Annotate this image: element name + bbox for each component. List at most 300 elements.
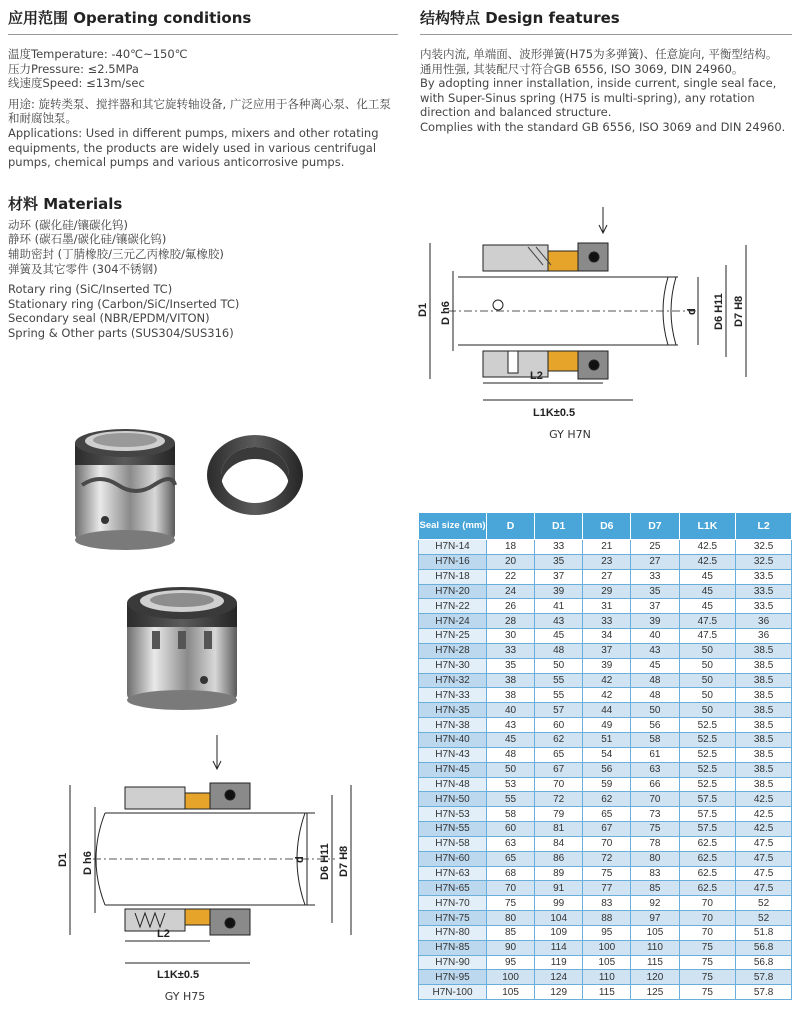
table-cell: 47.5 bbox=[679, 629, 736, 644]
table-cell: 33.5 bbox=[736, 569, 792, 584]
table-cell: 33.5 bbox=[736, 599, 792, 614]
table-cell: 110 bbox=[631, 940, 679, 955]
drawing-h75 bbox=[45, 735, 365, 980]
table-cell: 36 bbox=[736, 629, 792, 644]
table-row bbox=[419, 673, 792, 688]
table-cell: 63 bbox=[487, 836, 535, 851]
table-cell: 52.5 bbox=[679, 762, 736, 777]
speed-line: 线速度Speed: ≤13m/sec bbox=[8, 76, 145, 91]
dim-d1: D1 bbox=[417, 302, 429, 317]
table-cell: 38.5 bbox=[736, 718, 792, 733]
table-cell: 52 bbox=[736, 896, 792, 911]
table-cell: 59 bbox=[583, 777, 631, 792]
table-cell: 110 bbox=[583, 970, 631, 985]
table-cell: 35 bbox=[535, 554, 583, 569]
table-cell: 38.5 bbox=[736, 673, 792, 688]
table-cell: 37 bbox=[583, 643, 631, 658]
table-cell: 91 bbox=[535, 881, 583, 896]
dim-d7: D7 H8 bbox=[733, 295, 745, 327]
table-cell: 55 bbox=[487, 792, 535, 807]
table-cell: 104 bbox=[535, 911, 583, 926]
table-cell: 27 bbox=[583, 569, 631, 584]
cell-seal-size: H7N-20 bbox=[419, 584, 487, 599]
table-cell: 48 bbox=[487, 747, 535, 762]
cell-seal-size: H7N-50 bbox=[419, 792, 487, 807]
table-cell: 65 bbox=[583, 807, 631, 822]
material-en-4: Spring & Other parts (SUS304/SUS316) bbox=[8, 325, 234, 340]
table-cell: 25 bbox=[631, 540, 679, 555]
table-row bbox=[419, 851, 792, 866]
table-row bbox=[419, 629, 792, 644]
table-cell: 80 bbox=[631, 851, 679, 866]
table-cell: 39 bbox=[631, 614, 679, 629]
table-cell: 97 bbox=[631, 911, 679, 926]
table-cell: 73 bbox=[631, 807, 679, 822]
cell-seal-size: H7N-48 bbox=[419, 777, 487, 792]
table-cell: 109 bbox=[535, 925, 583, 940]
table-row bbox=[419, 911, 792, 926]
table-cell: 20 bbox=[487, 554, 535, 569]
table-row bbox=[419, 866, 792, 881]
cell-seal-size: H7N-14 bbox=[419, 540, 487, 555]
table-cell: 57.8 bbox=[736, 985, 792, 1000]
table-cell: 124 bbox=[535, 970, 583, 985]
table-cell: 63 bbox=[631, 762, 679, 777]
table-cell: 47.5 bbox=[736, 881, 792, 896]
table-cell: 56.8 bbox=[736, 940, 792, 955]
table-cell: 75 bbox=[631, 822, 679, 837]
table-cell: 42.5 bbox=[736, 792, 792, 807]
table-cell: 47.5 bbox=[736, 866, 792, 881]
spec-table bbox=[418, 512, 792, 1000]
table-cell: 62.5 bbox=[679, 866, 736, 881]
table-cell: 48 bbox=[631, 673, 679, 688]
table-row bbox=[419, 822, 792, 837]
table-cell: 114 bbox=[535, 940, 583, 955]
cell-seal-size: H7N-65 bbox=[419, 881, 487, 896]
table-cell: 28 bbox=[487, 614, 535, 629]
dim-d6: D6 H11 bbox=[319, 843, 331, 880]
table-cell: 115 bbox=[583, 985, 631, 1000]
temperature-line: 温度Temperature: -40℃~150℃ bbox=[8, 47, 188, 61]
cell-seal-size: H7N-45 bbox=[419, 762, 487, 777]
design-text bbox=[420, 47, 792, 135]
table-cell: 38.5 bbox=[736, 688, 792, 703]
table-cell: 57.5 bbox=[679, 792, 736, 807]
table-cell: 105 bbox=[487, 985, 535, 1000]
table-cell: 34 bbox=[583, 629, 631, 644]
table-cell: 83 bbox=[631, 866, 679, 881]
table-cell: 50 bbox=[631, 703, 679, 718]
table-cell: 85 bbox=[487, 925, 535, 940]
material-cn-3: 辅助密封 (丁腈橡胶/三元乙丙橡胶/氟橡胶) bbox=[8, 246, 224, 261]
materials-title: 材料 Materials bbox=[8, 194, 123, 213]
table-cell: 58 bbox=[487, 807, 535, 822]
table-cell: 33 bbox=[535, 540, 583, 555]
dim-d6: D6 H11 bbox=[713, 293, 725, 330]
table-cell: 50 bbox=[535, 658, 583, 673]
applications-en: Applications: Used in different pumps, mixers and other rotating equipments, the products are widely used in various centrifugal pumps, chemical pumps and various anticorrosive pumps. bbox=[8, 125, 379, 170]
table-row bbox=[419, 940, 792, 955]
table-cell: 78 bbox=[631, 836, 679, 851]
table-cell: 33 bbox=[583, 614, 631, 629]
table-cell: 40 bbox=[487, 703, 535, 718]
dim-dh6: D h6 bbox=[440, 301, 452, 325]
table-row bbox=[419, 881, 792, 896]
table-cell: 52.5 bbox=[679, 777, 736, 792]
col-d: D bbox=[487, 513, 535, 540]
table-cell: 70 bbox=[487, 881, 535, 896]
table-cell: 39 bbox=[535, 584, 583, 599]
table-cell: 60 bbox=[487, 822, 535, 837]
cell-seal-size: H7N-22 bbox=[419, 599, 487, 614]
table-cell: 119 bbox=[535, 955, 583, 970]
material-en-2: Stationary ring (Carbon/SiC/Inserted TC) bbox=[8, 296, 240, 311]
drawing-h7n bbox=[408, 205, 758, 425]
col-d1: D1 bbox=[535, 513, 583, 540]
cell-seal-size: H7N-100 bbox=[419, 985, 487, 1000]
dim-d7: D7 H8 bbox=[338, 845, 350, 877]
table-row bbox=[419, 614, 792, 629]
table-cell: 80 bbox=[487, 911, 535, 926]
cell-seal-size: H7N-28 bbox=[419, 643, 487, 658]
table-cell: 45 bbox=[679, 584, 736, 599]
dim-l2: L2 bbox=[157, 928, 170, 940]
table-cell: 83 bbox=[583, 896, 631, 911]
table-cell: 51 bbox=[583, 732, 631, 747]
dim-d: d bbox=[686, 308, 698, 315]
table-row bbox=[419, 792, 792, 807]
table-cell: 38.5 bbox=[736, 658, 792, 673]
table-cell: 75 bbox=[583, 866, 631, 881]
table-cell: 67 bbox=[583, 822, 631, 837]
cell-seal-size: H7N-85 bbox=[419, 940, 487, 955]
table-row bbox=[419, 985, 792, 1000]
dim-l1k: L1K±0.5 bbox=[533, 407, 576, 419]
table-row bbox=[419, 896, 792, 911]
table-cell: 62 bbox=[583, 792, 631, 807]
col-l2: L2 bbox=[736, 513, 792, 540]
table-cell: 57.8 bbox=[736, 970, 792, 985]
pressure-line: 压力Pressure: ≤2.5MPa bbox=[8, 61, 139, 76]
table-cell: 50 bbox=[679, 643, 736, 658]
cell-seal-size: H7N-24 bbox=[419, 614, 487, 629]
table-cell: 49 bbox=[583, 718, 631, 733]
table-cell: 24 bbox=[487, 584, 535, 599]
material-en-1: Rotary ring (SiC/Inserted TC) bbox=[8, 282, 173, 297]
table-cell: 99 bbox=[535, 896, 583, 911]
table-cell: 22 bbox=[487, 569, 535, 584]
table-cell: 68 bbox=[487, 866, 535, 881]
table-cell: 45 bbox=[535, 629, 583, 644]
table-cell: 56 bbox=[583, 762, 631, 777]
table-cell: 27 bbox=[631, 554, 679, 569]
table-row bbox=[419, 747, 792, 762]
cell-seal-size: H7N-25 bbox=[419, 629, 487, 644]
seal-photo-h75 bbox=[112, 575, 252, 715]
cell-seal-size: H7N-38 bbox=[419, 718, 487, 733]
table-cell: 55 bbox=[535, 688, 583, 703]
table-cell: 70 bbox=[631, 792, 679, 807]
table-cell: 52.5 bbox=[679, 732, 736, 747]
table-cell: 30 bbox=[487, 629, 535, 644]
cell-seal-size: H7N-55 bbox=[419, 822, 487, 837]
table-cell: 86 bbox=[535, 851, 583, 866]
table-cell: 45 bbox=[487, 732, 535, 747]
table-cell: 75 bbox=[679, 955, 736, 970]
table-cell: 26 bbox=[487, 599, 535, 614]
operating-text bbox=[8, 47, 398, 170]
table-row bbox=[419, 584, 792, 599]
table-row bbox=[419, 688, 792, 703]
table-cell: 57.5 bbox=[679, 807, 736, 822]
table-cell: 32.5 bbox=[736, 540, 792, 555]
table-row bbox=[419, 732, 792, 747]
table-cell: 85 bbox=[631, 881, 679, 896]
design-en-1: By adopting inner installation, inside current, single seal face, with Super-Sinus spring (H75 is multi-spring), any rotation direction and balanced structure. bbox=[420, 76, 777, 120]
table-cell: 21 bbox=[583, 540, 631, 555]
table-body bbox=[419, 540, 792, 1000]
table-cell: 75 bbox=[679, 985, 736, 1000]
table-cell: 129 bbox=[535, 985, 583, 1000]
table-cell: 42 bbox=[583, 688, 631, 703]
cell-seal-size: H7N-18 bbox=[419, 569, 487, 584]
operating-title: 应用范围 Operating conditions bbox=[8, 9, 252, 27]
table-cell: 58 bbox=[631, 732, 679, 747]
table-row bbox=[419, 658, 792, 673]
table-cell: 35 bbox=[487, 658, 535, 673]
table-row bbox=[419, 970, 792, 985]
table-cell: 38.5 bbox=[736, 762, 792, 777]
cell-seal-size: H7N-80 bbox=[419, 925, 487, 940]
table-cell: 62.5 bbox=[679, 881, 736, 896]
table-row bbox=[419, 777, 792, 792]
table-cell: 62.5 bbox=[679, 836, 736, 851]
table-cell: 62 bbox=[535, 732, 583, 747]
table-cell: 61 bbox=[631, 747, 679, 762]
table-cell: 95 bbox=[583, 925, 631, 940]
table-row bbox=[419, 554, 792, 569]
table-cell: 105 bbox=[631, 925, 679, 940]
table-cell: 125 bbox=[631, 985, 679, 1000]
col-d7: D7 bbox=[631, 513, 679, 540]
col-seal-size: Seal size (mm) bbox=[419, 513, 487, 540]
cell-seal-size: H7N-16 bbox=[419, 554, 487, 569]
table-cell: 66 bbox=[631, 777, 679, 792]
table-cell: 36 bbox=[736, 614, 792, 629]
caption-h7n: GY H7N bbox=[549, 428, 591, 441]
cell-seal-size: H7N-35 bbox=[419, 703, 487, 718]
table-header-row bbox=[419, 513, 792, 540]
table-cell: 35 bbox=[631, 584, 679, 599]
table-cell: 56 bbox=[631, 718, 679, 733]
material-en-3: Secondary seal (NBR/EPDM/VITON) bbox=[8, 311, 210, 326]
table-cell: 52 bbox=[736, 911, 792, 926]
table-cell: 42.5 bbox=[736, 807, 792, 822]
table-cell: 32.5 bbox=[736, 554, 792, 569]
table-cell: 33 bbox=[487, 643, 535, 658]
table-cell: 44 bbox=[583, 703, 631, 718]
materials-text bbox=[8, 218, 398, 341]
cell-seal-size: H7N-63 bbox=[419, 866, 487, 881]
applications-cn: 用途: 旋转类泵、搅拌器和其它旋转轴设备, 广泛应用于各种离心泵、化工泵和耐腐蚀泵。 bbox=[8, 96, 391, 126]
design-cn-2: 通用性强, 其装配尺寸符合GB 6556, ISO 3069, DIN 24960。 bbox=[420, 61, 744, 76]
divider bbox=[420, 34, 792, 35]
table-cell: 39 bbox=[583, 658, 631, 673]
table-cell: 38.5 bbox=[736, 643, 792, 658]
table-cell: 60 bbox=[535, 718, 583, 733]
table-cell: 50 bbox=[679, 703, 736, 718]
cell-seal-size: H7N-60 bbox=[419, 851, 487, 866]
table-cell: 70 bbox=[679, 911, 736, 926]
divider bbox=[8, 34, 398, 35]
table-cell: 56.8 bbox=[736, 955, 792, 970]
dim-l1k: L1K±0.5 bbox=[157, 969, 200, 980]
table-row bbox=[419, 836, 792, 851]
table-cell: 67 bbox=[535, 762, 583, 777]
table-cell: 47.5 bbox=[736, 836, 792, 851]
table-cell: 37 bbox=[631, 599, 679, 614]
cell-seal-size: H7N-40 bbox=[419, 732, 487, 747]
table-cell: 100 bbox=[487, 970, 535, 985]
table-cell: 81 bbox=[535, 822, 583, 837]
table-cell: 65 bbox=[535, 747, 583, 762]
cell-seal-size: H7N-30 bbox=[419, 658, 487, 673]
right-column bbox=[420, 0, 792, 135]
table-cell: 42.5 bbox=[679, 554, 736, 569]
table-cell: 42.5 bbox=[736, 822, 792, 837]
table-cell: 53 bbox=[487, 777, 535, 792]
table-cell: 38.5 bbox=[736, 732, 792, 747]
table-cell: 38.5 bbox=[736, 777, 792, 792]
cell-seal-size: H7N-75 bbox=[419, 911, 487, 926]
table-cell: 70 bbox=[583, 836, 631, 851]
table-cell: 70 bbox=[535, 777, 583, 792]
cell-seal-size: H7N-53 bbox=[419, 807, 487, 822]
table-cell: 92 bbox=[631, 896, 679, 911]
table-row bbox=[419, 540, 792, 555]
table-cell: 45 bbox=[679, 569, 736, 584]
table-cell: 75 bbox=[487, 896, 535, 911]
table-cell: 54 bbox=[583, 747, 631, 762]
table-cell: 105 bbox=[583, 955, 631, 970]
table-cell: 41 bbox=[535, 599, 583, 614]
col-l1k: L1K bbox=[679, 513, 736, 540]
table-cell: 50 bbox=[679, 673, 736, 688]
left-column bbox=[8, 0, 398, 341]
table-cell: 37 bbox=[535, 569, 583, 584]
table-cell: 38.5 bbox=[736, 747, 792, 762]
material-cn-4: 弹簧及其它零件 (304不锈钢) bbox=[8, 261, 158, 276]
table-cell: 79 bbox=[535, 807, 583, 822]
table-row bbox=[419, 807, 792, 822]
table-cell: 23 bbox=[583, 554, 631, 569]
table-cell: 95 bbox=[487, 955, 535, 970]
table-cell: 47.5 bbox=[679, 614, 736, 629]
caption-h75: GY H75 bbox=[164, 990, 206, 1003]
table-cell: 42 bbox=[583, 673, 631, 688]
cell-seal-size: H7N-90 bbox=[419, 955, 487, 970]
table-row bbox=[419, 718, 792, 733]
table-row bbox=[419, 703, 792, 718]
table-cell: 72 bbox=[535, 792, 583, 807]
table-row bbox=[419, 925, 792, 940]
table-cell: 120 bbox=[631, 970, 679, 985]
design-cn-1: 内装内流, 单端面、波形弹簧(H75为多弹簧)、任意旋向, 平衡型结构。 bbox=[420, 47, 778, 61]
table-row bbox=[419, 643, 792, 658]
dim-dh6: D h6 bbox=[82, 851, 94, 875]
table-cell: 57 bbox=[535, 703, 583, 718]
table-cell: 88 bbox=[583, 911, 631, 926]
table-cell: 62.5 bbox=[679, 851, 736, 866]
table-cell: 38.5 bbox=[736, 703, 792, 718]
table-cell: 43 bbox=[487, 718, 535, 733]
table-row bbox=[419, 569, 792, 584]
table-cell: 31 bbox=[583, 599, 631, 614]
dim-l2: L2 bbox=[530, 370, 543, 382]
table-cell: 33 bbox=[631, 569, 679, 584]
table-cell: 57.5 bbox=[679, 822, 736, 837]
table-cell: 42.5 bbox=[679, 540, 736, 555]
table-cell: 70 bbox=[679, 896, 736, 911]
design-title: 结构特点 Design features bbox=[420, 9, 620, 27]
cell-seal-size: H7N-33 bbox=[419, 688, 487, 703]
cell-seal-size: H7N-32 bbox=[419, 673, 487, 688]
table-cell: 38 bbox=[487, 673, 535, 688]
table-cell: 55 bbox=[535, 673, 583, 688]
table-cell: 43 bbox=[535, 614, 583, 629]
material-cn-1: 动环 (碳化硅/镶碳化钨) bbox=[8, 217, 129, 232]
table-cell: 45 bbox=[679, 599, 736, 614]
table-cell: 48 bbox=[631, 688, 679, 703]
table-cell: 38 bbox=[487, 688, 535, 703]
table-cell: 75 bbox=[679, 940, 736, 955]
table-cell: 18 bbox=[487, 540, 535, 555]
cell-seal-size: H7N-43 bbox=[419, 747, 487, 762]
dim-d: d bbox=[294, 856, 306, 863]
table-cell: 89 bbox=[535, 866, 583, 881]
table-cell: 47.5 bbox=[736, 851, 792, 866]
table-cell: 50 bbox=[679, 658, 736, 673]
table-cell: 45 bbox=[631, 658, 679, 673]
table-cell: 52.5 bbox=[679, 747, 736, 762]
table-cell: 52.5 bbox=[679, 718, 736, 733]
table-row bbox=[419, 762, 792, 777]
table-cell: 43 bbox=[631, 643, 679, 658]
table-cell: 72 bbox=[583, 851, 631, 866]
col-d6: D6 bbox=[583, 513, 631, 540]
cell-seal-size: H7N-70 bbox=[419, 896, 487, 911]
table-cell: 50 bbox=[487, 762, 535, 777]
table-cell: 40 bbox=[631, 629, 679, 644]
dim-d1: D1 bbox=[57, 852, 69, 867]
table-cell: 50 bbox=[679, 688, 736, 703]
seal-photo-h7n bbox=[60, 405, 310, 555]
table-cell: 29 bbox=[583, 584, 631, 599]
table-cell: 100 bbox=[583, 940, 631, 955]
table-cell: 33.5 bbox=[736, 584, 792, 599]
table-row bbox=[419, 955, 792, 970]
table-cell: 77 bbox=[583, 881, 631, 896]
design-en-2: Complies with the standard GB 6556, ISO 3069 and DIN 24960. bbox=[420, 119, 786, 134]
table-cell: 90 bbox=[487, 940, 535, 955]
table-cell: 70 bbox=[679, 925, 736, 940]
table-row bbox=[419, 599, 792, 614]
cell-seal-size: H7N-58 bbox=[419, 836, 487, 851]
cell-seal-size: H7N-95 bbox=[419, 970, 487, 985]
table-cell: 51.8 bbox=[736, 925, 792, 940]
material-cn-2: 静环 (碳石墨/碳化硅/镶碳化钨) bbox=[8, 232, 167, 247]
